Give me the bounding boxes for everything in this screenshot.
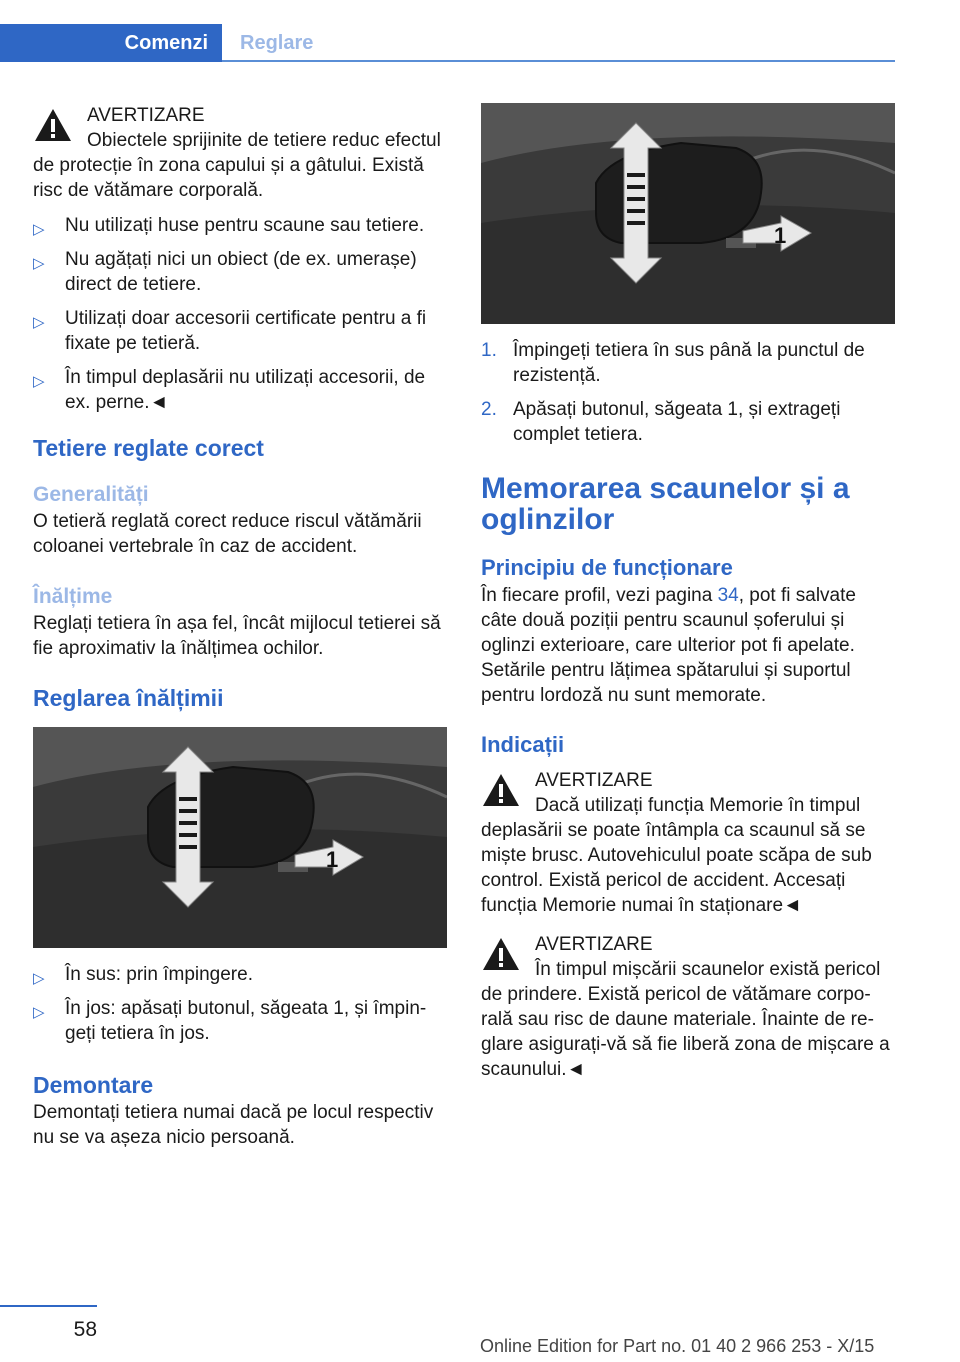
section-heading: Demontare: [33, 1072, 154, 1098]
section-heading: Indicații: [481, 732, 565, 757]
list-item: ▷ În timpul deplasării nu utilizați accesorii, de ex. perne.◄: [33, 367, 426, 413]
triangle-bullet-icon: ▷: [33, 970, 45, 987]
headrest-removal-illustration: [481, 103, 895, 324]
triangle-bullet-icon: ▷: [33, 314, 45, 331]
tab-reglare[interactable]: Reglare: [240, 32, 314, 54]
paragraph: În fiecare profil, vezi pagina 34, pot fi salvate câte două poziții pentru scaunul șoferului și oglinzi exterioare, care ulterior pot fi apelate. Setările pentru lățimea spătarului și suportul pentru lordoză nu sunt memorate.: [481, 585, 856, 706]
triangle-bullet-icon: ▷: [33, 255, 45, 272]
adjust-list: [33, 962, 447, 1046]
figure-callout-label: 1: [774, 223, 787, 248]
paragraph: Reglați tetiera în așa fel, încât mijlocul tetierei să fie aproximativ la înălțimea ochilor.: [33, 613, 441, 659]
list-item: 2. Apăsați butonul, săgeata 1, și extrageți complet tetiera.: [481, 399, 841, 445]
page-header: [0, 24, 895, 62]
warning-triangle-icon: [481, 772, 521, 808]
warning-triangle-icon: [33, 107, 73, 143]
triangle-bullet-icon: ▷: [33, 373, 45, 390]
warning-block: [481, 768, 895, 918]
right-column: [481, 103, 895, 1096]
step-number: 2.: [481, 399, 497, 420]
paragraph: O tetieră reglată corect reduce riscul vătămării coloanei vertebrale în caz de accident.: [33, 511, 422, 557]
step-number: 1.: [481, 340, 497, 361]
figure-callout-label: 1: [326, 847, 339, 872]
warning-title: AVERTIZARE: [535, 770, 653, 791]
tab-comenzi[interactable]: Comenzi: [0, 24, 222, 62]
list-item: ▷ Utilizați doar accesorii certificate pentru a fi fixate pe tetieră.: [33, 308, 427, 354]
page-number: 58: [73, 1318, 97, 1341]
warning-block: [33, 103, 447, 203]
page-link[interactable]: 34: [717, 585, 739, 606]
triangle-bullet-icon: ▷: [33, 1004, 45, 1021]
headrest-illustration: [33, 727, 447, 948]
headrest-figure: [33, 727, 447, 948]
triangle-bullet-icon: ▷: [33, 221, 45, 238]
warning-title: AVERTIZARE: [535, 934, 653, 955]
footer-rule: [0, 1305, 97, 1307]
left-column: [33, 103, 447, 1150]
section-heading: Tetiere reglate corect: [33, 435, 264, 461]
subheading: Înălțime: [33, 585, 113, 608]
list-item: 1. Împingeți tetiera în sus până la punctul de rezistență.: [481, 340, 865, 386]
list-item: ▷ Nu utilizați huse pentru scaune sau tetiere.: [33, 213, 447, 238]
warning-text: Dacă utilizați funcția Memorie în timpul deplasării se poate întâmpla ca scaunul să se miște brusc. Autovehiculul poate scăpa de sub control. Există pericol de accident. Accesați funcția Memorie numai în staționare◄: [481, 795, 872, 916]
list-item: ▷ În sus: prin împingere.: [33, 962, 447, 987]
edition-note: Online Edition for Part no. 01 40 2 966 253 - X/15: [480, 1336, 875, 1356]
list-item: ▷ Nu agățați nici un obiect (de ex. umerașe) direct de tetiere.: [33, 249, 417, 295]
warning-block: [481, 932, 895, 1082]
warning-list: [33, 213, 447, 415]
warning-text: În timpul mișcării scaunelor există pericol de prindere. Există pericol de vătămare corporală sau risc de daune materiale. Înainte de reglare asigurați-vă să fie liberă zona de mișcare a scaunului.◄: [481, 959, 890, 1080]
paragraph: Demontați tetiera numai dacă pe locul respectiv nu se va așeza nicio persoană.: [33, 1102, 434, 1148]
section-heading: Reglarea înălțimii: [33, 685, 224, 711]
chapter-heading: Memorarea scaunelor și a oglinzilor: [481, 472, 850, 536]
steps-list: [481, 338, 895, 447]
section-heading: Principiu de funcționare: [481, 555, 733, 580]
subheading: Generalități: [33, 483, 149, 506]
warning-triangle-icon: [481, 936, 521, 972]
warning-text: Obiectele sprijinite de tetiere reduc efectul de protecție în zona capului și a gâtului. Există risc de vătămare corporală.: [33, 130, 441, 201]
warning-title: AVERTIZARE: [87, 105, 205, 126]
list-item: ▷ În jos: apăsați butonul, săgeata 1, și împingeți tetiera în jos.: [33, 998, 427, 1044]
headrest-removal-figure: [481, 103, 895, 324]
